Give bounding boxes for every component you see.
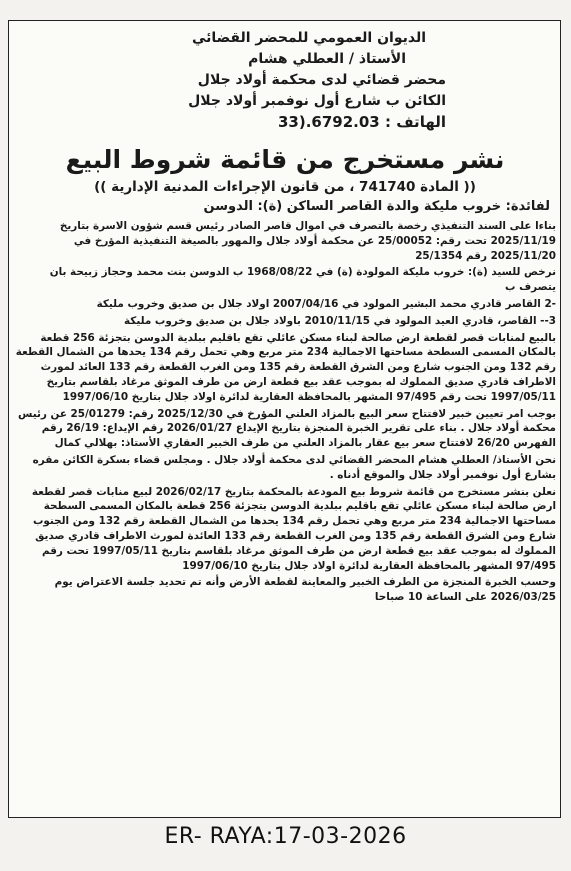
- notice-title: نشر مستخرج من قائمة شروط البيع: [65, 145, 505, 174]
- paragraph-announcement: نعلن بنشر مستخرج من قائمة شروط بيع المودعة بالمحكمة بتاريخ 2026/02/17 لبيع منابات قصر لقطعة ارض صالحة لبناء مسكن عائلي تقع باقليم ببلدية الدوسن بتجزئة 256 قطعة بالمكان المسمى السطحة مساحتها الاجمالية 234 متر مربع وهي تحمل رقم 134 يحدها من الشمال القطعة رقم 132 ومن الجنوب شارع ومن الشرق القطعة رقم 135 ومن الغرب القطعة رقم 133 العائدة لمورث الاطراف قادري صديق المملوك له بموجب عقد بيع قطعة ارض من طرف الموثق مرغاد بلقاسم بتاريخ 1997/05/11 تحت رقم 97/495 المشهر بالمحافظة العقارية لدائرة اولاد جلال بتاريخ 1997/06/10: [31, 485, 556, 572]
- notice-body: [14, 219, 556, 605]
- paragraph-licensee: نرخص للسيد (ة): خروب مليكة المولودة (ة) في 1968/08/22 ب الدوسن بنت محمد وحجاز زبيحة بان يتصرف ب: [49, 266, 556, 294]
- paragraph-bailiff: نحن الأستاذ/ العطلي هشام المحضر القضائي لدى محكمة أولاد جلال . ومجلس قضاء بسكرة الكائن مقره بشارع أول نوفمبر أولاد جلال والموقع أدناه .: [32, 453, 556, 481]
- paragraph-authorization: بناءا على السند التنفيذي رخصة بالتصرف في اموال قاصر الصادر رئيس قسم شؤون الاسرة بتاريخ 2025/11/19 تحت رقم: 25/00052 عن محكمة أولاد جلال والمهور بالصيغة التنفيذية المؤرخ في 2025/11/20 رقم 25/1354: [59, 220, 556, 262]
- office-address: الكائن ب شارع أول نوفمبر أولاد جلال: [188, 93, 446, 109]
- paragraph-expert: بوجب امر تعيين خبير لافتتاح سعر البيع بالمزاد العلني المؤرخ في 2025/12/30 رقم: 25/01279 عن رئيس محكمة أولاد جلال . بناء على تقرير الخبرة المنجزة بتاريخ الإيداع 2026/01/27 رقم الإيداع: 26/19 رقم الفهرس 26/20 لافتتاح سعر بيع عقار بالمزاد العلني من طرف الخبير العقاري الأستاذ: بهلالي كمال: [18, 407, 556, 450]
- beneficiary-line: لفائدة: خروب مليكة والدة القاصر الساكن (ة): الدوسن: [203, 199, 550, 214]
- paragraph-property: بالبيع لمنابات قصر لقطعة ارض صالحة لبناء مسكن عائلي تقع باقليم ببلدية الدوسن بتجزئة 256 قطعة بالمكان المسمى السطحة مساحتها الاجمالية 234 متر مربع وهي تحمل رقم 134 يحدها من الشمال القطعة رقم 132 ومن الجنوب شارع ومن الشرق القطعة رقم 135 ومن الغرب القطعة رقم 133 العائد لمورث الاطراف قادري صديق المملوك له بموجب عقد بيع قطعة ارض من طرف الموثق مرغاد بلقاسم بتاريخ 1997/05/11 تحت رقم 97/495 المشهر بالمحافظة العقارية لدائرة اولاد جلال بتاريخ 1997/06/10: [15, 331, 556, 403]
- notice-subtitle: (( المادة 741740 ، من قانون الإجراءات المدنية الإدارية )): [94, 179, 476, 195]
- bailiff-name: الأستاذ / العطلي هشام: [248, 51, 406, 67]
- bailiff-court: محضر قضائي لدى محكمة أولاد جلال: [197, 72, 446, 88]
- paragraph-minor-2: 3-- القاصر، قادري العيد المولود في 2010/11/15 باولاد جلال بن صديق وخروب مليكة: [124, 314, 556, 327]
- office-phone: الهاتف : 6792.03.(33: [277, 113, 446, 131]
- paragraph-minor-1: -2 القاصر قادري محمد البشير المولود في 2007/04/16 اولاد جلال بن صديق وخروب مليكة: [96, 297, 556, 310]
- paragraph-hearing: وحسب الخبرة المنجزة من الطرف الخبير والمعاينة لقطعة الأرض وأنه تم تحديد جلسة الاعتراض يوم 2026/03/25 على الساعة 10 صباحا: [54, 576, 556, 604]
- publication-stamp: ER- RAYA:17-03-2026: [164, 824, 407, 849]
- notice-content: [14, 28, 556, 607]
- office-name: الديوان العمومي للمحضر القضائي: [191, 30, 426, 46]
